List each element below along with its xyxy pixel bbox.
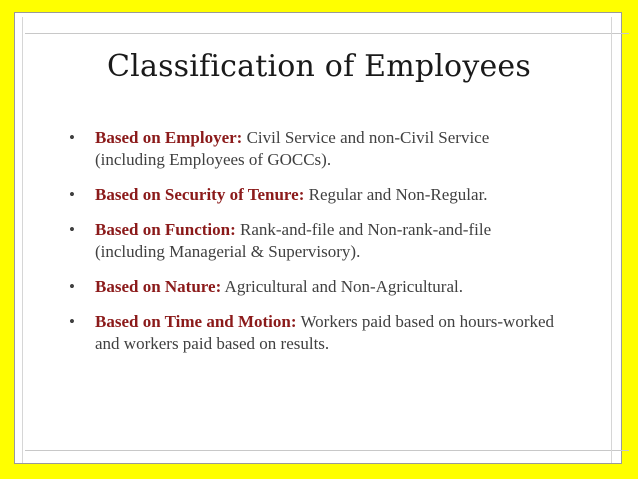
item-label: Based on Security of Tenure:: [95, 185, 305, 204]
item-label: Based on Nature:: [95, 277, 222, 296]
bullet-list: [67, 127, 557, 368]
list-item: [67, 184, 557, 206]
slide: [14, 12, 622, 464]
item-text: Civil Service and non-Civil Service (including Employees of GOCCs).: [95, 128, 490, 169]
bullet-icon: •: [69, 128, 75, 147]
bullet-icon: •: [69, 220, 75, 239]
list-item: [67, 276, 557, 298]
top-divider: [25, 33, 629, 34]
item-text: Agricultural and Non-Agricultural.: [221, 277, 463, 296]
item-label: Based on Time and Motion:: [95, 312, 297, 331]
item-label: Based on Function:: [95, 220, 236, 239]
list-item: [67, 127, 557, 171]
item-label: Based on Employer:: [95, 128, 243, 147]
bullet-icon: •: [69, 277, 75, 296]
list-item: [67, 219, 557, 263]
item-text: Rank-and-file and Non-rank-and-file (including Managerial & Supervisory).: [95, 220, 492, 261]
slide-title: Classification of Employees: [107, 49, 531, 84]
item-text: Workers paid based on hours-worked and workers paid based on results.: [95, 312, 555, 353]
bottom-divider: [25, 450, 629, 451]
item-text: Regular and Non-Regular.: [304, 185, 488, 204]
list-item: [67, 311, 557, 355]
bullet-icon: •: [69, 312, 75, 331]
bullet-icon: •: [69, 185, 75, 204]
